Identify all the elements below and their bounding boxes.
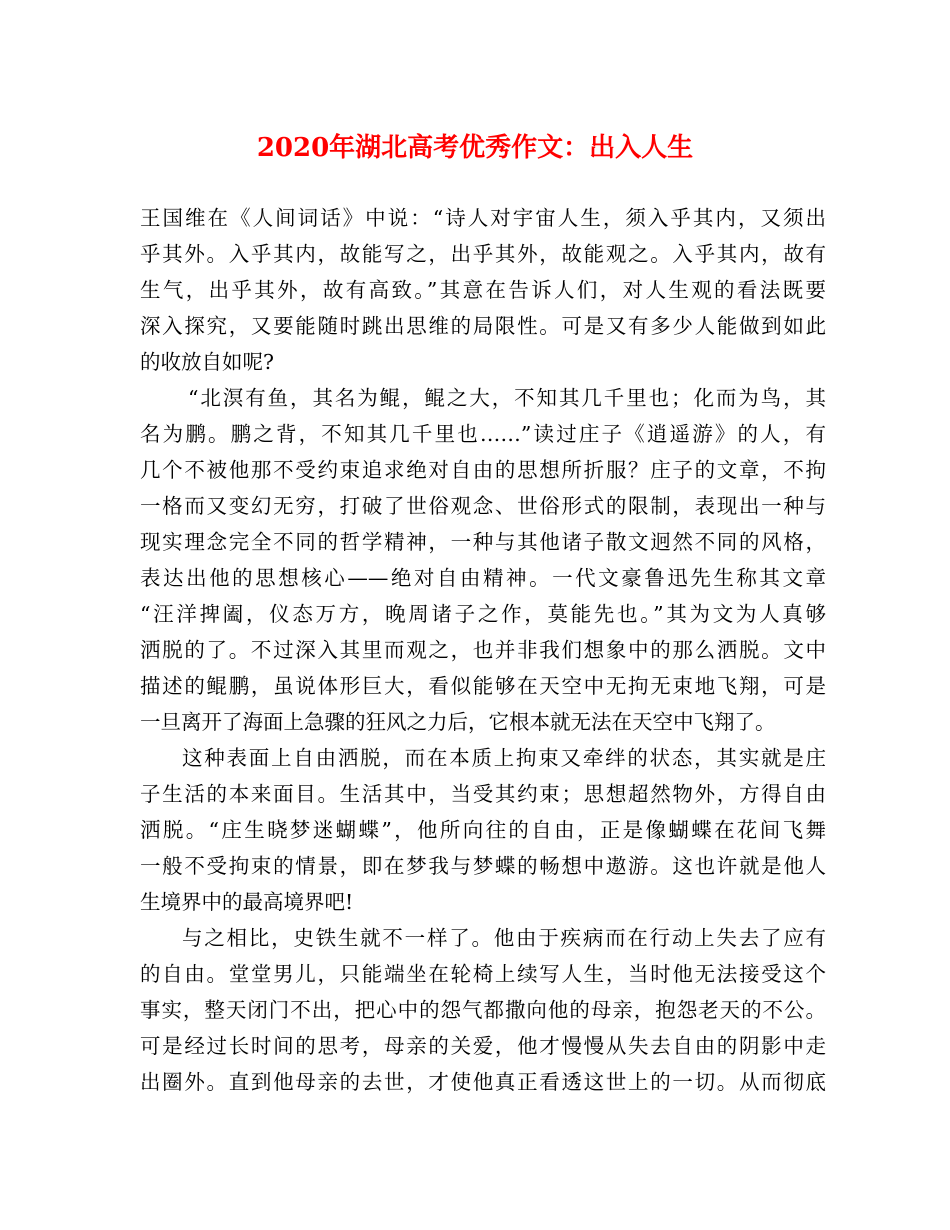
text-line: 洒脱。“庄生晓梦迷蝴蝶”，他所向往的自由，正是像蝴蝶在花间飞舞: [140, 818, 826, 842]
text-line: 这种表面上自由洒脱，而在本质上拘束又牵绊的状态，其实就是庄: [182, 746, 826, 770]
text-line: 乎其外。入乎其内，故能写之，出乎其外，故能观之。入乎其内，故有: [140, 242, 826, 266]
document-body: [140, 200, 826, 1100]
text-line: 一般不受拘束的情景，即在梦我与梦蝶的畅想中遨游。这也许就是他人: [140, 854, 826, 878]
text-line: “北溟有鱼，其名为鲲，鲲之大，不知其几千里也；化而为鸟，其: [188, 386, 826, 410]
text-line: 描述的鲲鹏，虽说体形巨大，看似能够在天空中无拘无束地飞翔，可是: [140, 674, 826, 698]
text-line: 一格而又变幻无穷，打破了世俗观念、世俗形式的限制，表现出一种与: [140, 494, 826, 518]
text-line: 生境界中的最高境界吧!: [140, 890, 354, 914]
text-line: 可是经过长时间的思考，母亲的关爱，他才慢慢从失去自由的阴影中走: [140, 1034, 826, 1058]
text-line: 出圈外。直到他母亲的去世，才使他真正看透这世上的一切。从而彻底: [140, 1070, 826, 1094]
text-line: 几个不被他那不受约束追求绝对自由的思想所折服？庄子的文章，不拘: [140, 458, 826, 482]
text-line: 的收放自如呢?: [140, 350, 274, 374]
text-line: 王国维在《人间词话》中说：“诗人对宇宙人生，须入乎其内，又须出: [140, 206, 826, 230]
text-line: 生气，出乎其外，故有高致。”其意在告诉人们，对人生观的看法既要: [140, 278, 826, 302]
text-line: 一旦离开了海面上急骤的狂风之力后，它根本就无法在天空中飞翔了。: [140, 710, 776, 734]
text-line: 洒脱的了。不过深入其里而观之，也并非我们想象中的那么洒脱。文中: [140, 638, 826, 662]
text-line: 名为鹏。鹏之背，不知其几千里也……”读过庄子《逍遥游》的人，有: [140, 422, 826, 446]
text-line: “汪洋捭阖，仪态万方，晚周诸子之作，莫能先也。”其为文为人真够: [140, 602, 826, 626]
text-line: 现实理念完全不同的哲学精神，一种与其他诸子散文迥然不同的风格，: [140, 530, 826, 554]
text-line: 子生活的本来面目。生活其中，当受其约束；思想超然物外，方得自由: [140, 782, 826, 806]
text-line: 深入探究，又要能随时跳出思维的局限性。可是又有多少人能做到如此: [140, 314, 826, 338]
text-line: 事实，整天闭门不出，把心中的怨气都撒向他的母亲，抱怨老天的不公。: [140, 998, 826, 1022]
text-line: 与之相比，史铁生就不一样了。他由于疾病而在行动上失去了应有: [182, 926, 826, 950]
document-title: 2020年湖北高考优秀作文：出入人生: [256, 133, 694, 163]
text-line: 表达出他的思想核心——绝对自由精神。一代文豪鲁迅先生称其文章: [140, 566, 826, 590]
text-line: 的自由。堂堂男儿，只能端坐在轮椅上续写人生，当时他无法接受这个: [140, 962, 826, 986]
